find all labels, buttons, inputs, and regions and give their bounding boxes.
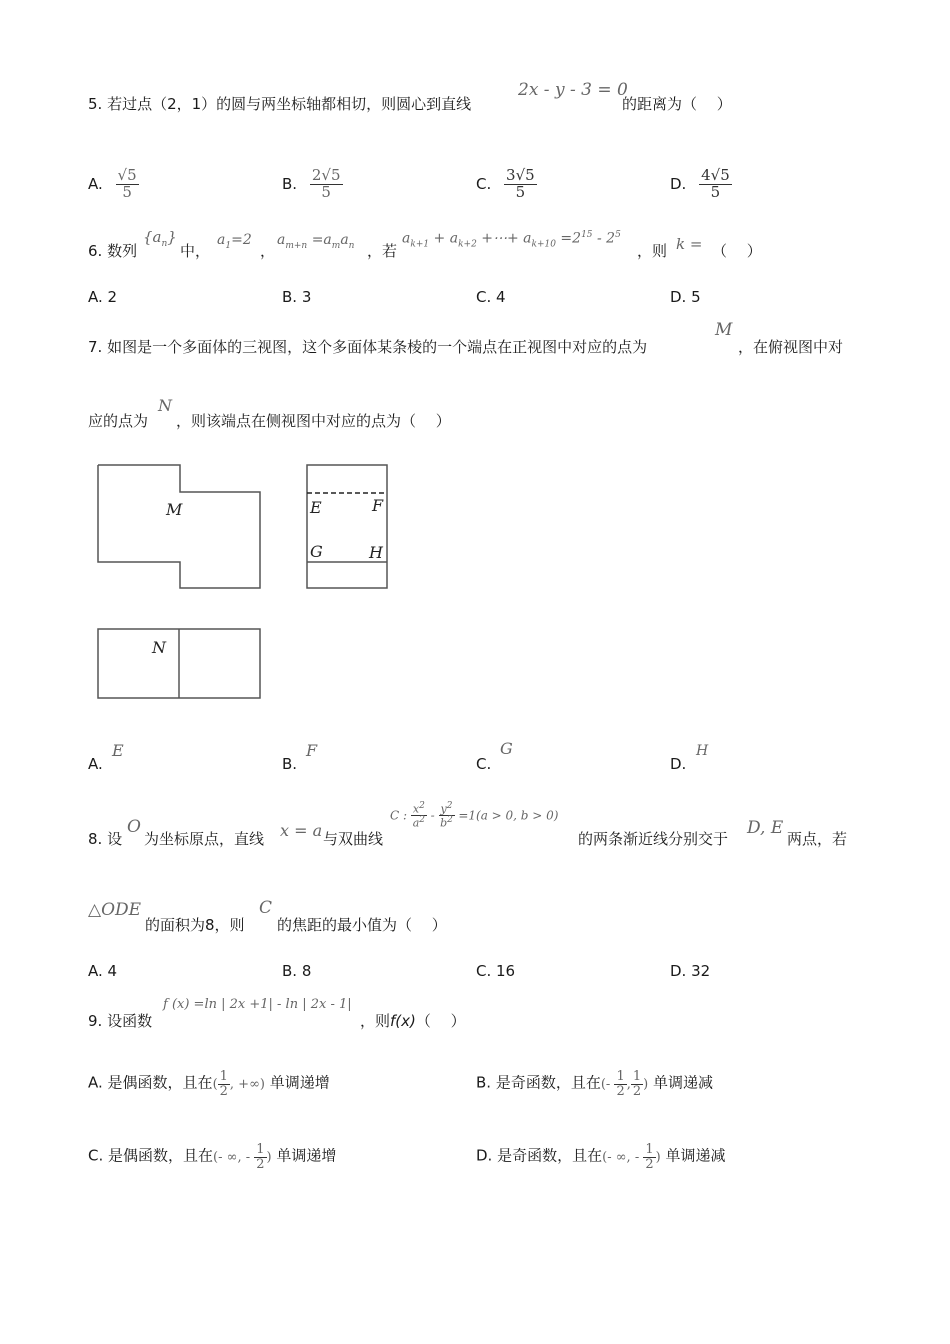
option-tail: 单调递减 (653, 1073, 714, 1092)
q7-text: ，则该端点在侧视图中对应的点为（ ） (176, 412, 451, 430)
interval-pre: (- (600, 1076, 615, 1092)
term-value: =2 (231, 232, 252, 248)
q8-option-b[interactable]: B. 8 (282, 962, 312, 980)
q9-option-c[interactable] (88, 1143, 336, 1171)
q7-option-c-value[interactable]: G (500, 739, 513, 758)
q8-option-d[interactable]: D. 32 (670, 962, 711, 980)
fraction (218, 1070, 230, 1098)
q7-option-a-value[interactable]: E (112, 741, 124, 760)
term-sub: k+10 (531, 239, 556, 250)
q8-text: 的面积为8，则 (145, 916, 245, 934)
term: + a (429, 230, 459, 247)
q6-text: 中， (180, 242, 211, 260)
exponent: 2 (447, 815, 453, 826)
q6-option-b[interactable]: B. 3 (282, 288, 312, 306)
q9-tail (360, 1010, 466, 1031)
interval-pre: ( (212, 1076, 218, 1092)
option-text: 是奇函数，且在 (497, 1146, 603, 1165)
seq-sub: n (161, 239, 168, 249)
curve-name: C : (390, 808, 408, 823)
side-view-outline (307, 465, 387, 588)
numerator: 1 (256, 1142, 265, 1157)
q8-triangle: △ODE (88, 900, 142, 920)
q6-option-d[interactable]: D. 5 (670, 288, 701, 306)
q8-curve: C (259, 898, 273, 918)
q9-text: （ ） (415, 1012, 466, 1030)
q6-k: k = (676, 235, 703, 253)
q6-option-c[interactable]: C. 4 (476, 288, 506, 306)
fraction: $\frac{√5}{5}$ (117, 166, 137, 201)
label-e: E (310, 498, 322, 517)
fraction (254, 1143, 266, 1171)
q5-option-d[interactable] (670, 168, 732, 201)
option-tail: 单调递增 (276, 1146, 337, 1165)
exponent: 2 (419, 815, 425, 826)
q5-stem (88, 93, 471, 114)
option-tail: 单调递增 (269, 1073, 330, 1092)
term-sub: k+2 (458, 239, 477, 250)
q9-text: ，则 (360, 1012, 391, 1030)
fraction: $\frac{3√5}{5}$ (506, 166, 535, 201)
interval-post: ) (643, 1076, 649, 1092)
interval-post: , +∞) (229, 1076, 265, 1092)
q7-option-b-label[interactable]: B. (282, 755, 298, 773)
option-label: D. (476, 1146, 493, 1165)
fraction (643, 1143, 655, 1171)
term-sub: m (331, 240, 341, 251)
denominator: 5 (321, 182, 331, 201)
exponent: 2 (446, 801, 453, 811)
q7-text: ，在俯视图中对 (738, 338, 844, 356)
option-label: A. (88, 1073, 103, 1092)
q8-text: 的焦距的最小值为（ ） (277, 916, 447, 934)
q6-number: 6. (88, 242, 103, 260)
interval (212, 1069, 265, 1099)
q8-text: 设 (107, 830, 123, 848)
interval-mid: , (626, 1076, 631, 1092)
q9-option-b[interactable] (476, 1070, 713, 1098)
label-g: G (310, 542, 323, 561)
q8-stem (88, 828, 122, 849)
minus: - (430, 808, 435, 823)
q7-option-c-label[interactable]: C. (476, 755, 492, 773)
option-text: 是偶函数，且在 (108, 1146, 214, 1165)
q7-option-d-label[interactable]: D. (670, 755, 687, 773)
radicand: 5 (127, 166, 137, 184)
three-view-figure (90, 455, 400, 710)
fraction: $\frac{2√5}{5}$ (311, 166, 341, 201)
q6-text: ，若 (367, 242, 398, 260)
term-sub: 1 (225, 240, 232, 251)
exponent: 15 (581, 230, 593, 240)
q7-point-m: M (715, 320, 733, 340)
q8-hyperbola (390, 802, 558, 829)
q7-option-d-value[interactable]: H (696, 743, 709, 759)
interval-post: ) (655, 1149, 661, 1165)
radicand: 5 (525, 166, 535, 184)
q6-sequence (143, 228, 177, 249)
interval (600, 1069, 649, 1099)
fraction (411, 802, 427, 829)
seq-close: } (167, 228, 177, 246)
q7-option-a-label[interactable]: A. (88, 755, 103, 773)
q9-fx: f(x) (390, 1012, 416, 1030)
denominator: b (440, 816, 448, 830)
q7-number: 7. (88, 338, 103, 356)
q6-stem (88, 240, 137, 261)
interval-pre: (- ∞, - (213, 1149, 255, 1165)
denominator: 2 (219, 1083, 228, 1099)
q5-text: 若过点（2，1）的圆与两坐标轴都相切，则圆心到直线 (107, 95, 472, 113)
radicand: 5 (720, 166, 730, 184)
denominator: 5 (515, 182, 526, 201)
q6-sum-equation (402, 230, 621, 249)
denominator: 2 (645, 1156, 654, 1172)
q6-text: ， (260, 242, 276, 260)
interval (602, 1142, 661, 1172)
interval-pre: (- ∞, - (602, 1149, 644, 1165)
denominator: a (412, 816, 420, 830)
q8-text: 的两条渐近线分别交于 (578, 830, 729, 848)
numerator: 1 (616, 1069, 625, 1084)
q8-text: 为坐标原点，直线 (144, 830, 265, 848)
q9-option-d[interactable] (476, 1143, 726, 1171)
front-view-outline (98, 465, 260, 588)
q7-text: 如图是一个多面体的三视图，这个多面体某条棱的一个端点在正视图中对应的点为 (107, 338, 648, 356)
q5-line-equation: 2x - y - 3 = 0 (518, 80, 628, 100)
q9-stem (88, 1010, 152, 1031)
fraction (614, 1070, 626, 1098)
q8-number: 8. (88, 830, 103, 848)
q8-text: 与双曲线 (323, 830, 384, 848)
numerator: 1 (632, 1069, 642, 1084)
term: a (277, 232, 286, 248)
q6-text: （ ） (712, 242, 762, 260)
numerator: x (412, 802, 420, 816)
term-sub: m+n (285, 240, 308, 251)
q5-option-c[interactable] (476, 168, 537, 201)
numerator: 1 (645, 1142, 654, 1157)
option-label: A. (88, 174, 103, 193)
fraction: $\frac{4√5}{5}$ (701, 166, 730, 201)
q6-text: 数列 (107, 242, 138, 260)
option-text: 是奇函数，且在 (495, 1073, 601, 1092)
seq-symbol: {a (143, 228, 162, 246)
term-sub: k+1 (410, 239, 430, 250)
q8-points: D, E (747, 818, 784, 838)
q8-text: 两点，若 (787, 830, 848, 848)
numerator: 1 (219, 1069, 228, 1084)
interval-post: ) (266, 1149, 272, 1165)
denominator: 2 (632, 1083, 642, 1099)
q5-option-a[interactable] (88, 168, 139, 201)
q7-stem (88, 336, 647, 357)
term: =a (311, 232, 332, 248)
q9-option-a[interactable] (88, 1070, 330, 1098)
label-h: H (369, 543, 383, 562)
term: - 2 (592, 230, 616, 247)
coefficient: 3 (506, 166, 516, 184)
option-label: B. (476, 1073, 492, 1092)
q6-recurrence (277, 232, 354, 251)
q9-text: 设函数 (107, 1012, 153, 1030)
term: +⋯+ a (476, 230, 532, 247)
label-f: F (372, 496, 384, 515)
q5-option-b[interactable] (282, 168, 343, 201)
q9-number: 9. (88, 1012, 103, 1030)
option-tail: 单调递减 (665, 1146, 726, 1165)
denominator: 5 (710, 182, 721, 201)
q5-text-tail: 的距离为（ ） (622, 95, 732, 113)
q6-text: ，则 (637, 242, 668, 260)
option-label: C. (476, 174, 492, 193)
fraction (439, 802, 455, 829)
label-n: N (152, 638, 166, 657)
interval (213, 1142, 272, 1172)
exponent: 2 (419, 801, 425, 811)
term-sub: n (348, 240, 355, 251)
term: a (217, 232, 226, 248)
denominator: 2 (256, 1156, 265, 1172)
fraction (631, 1070, 643, 1098)
option-label: C. (88, 1146, 104, 1165)
q8-line: x = a (280, 821, 323, 840)
denominator: 2 (616, 1083, 625, 1099)
q6-a1 (217, 232, 252, 251)
radicand: 5 (330, 166, 341, 184)
q9-function: f (x) =ln | 2x +1| - ln | 2x - 1| (163, 997, 352, 1012)
term: a (402, 230, 411, 247)
q6-option-a[interactable]: A. 2 (88, 288, 118, 306)
label-m: M (166, 500, 183, 519)
exponent: 5 (615, 230, 621, 240)
q5-number: 5. (88, 95, 103, 113)
option-label: B. (282, 174, 298, 193)
q8-option-a[interactable]: A. 4 (88, 962, 118, 980)
q7-point-n: N (158, 396, 172, 415)
coefficient: 4 (701, 166, 711, 184)
numerator: y (440, 802, 447, 816)
denominator: 5 (122, 182, 132, 201)
q7-option-b-value[interactable]: F (306, 741, 318, 760)
option-label: D. (670, 174, 687, 193)
q7-text: 应的点为 (88, 412, 149, 430)
condition: =1(a > 0, b > 0) (458, 808, 559, 823)
q8-origin: O (127, 817, 141, 837)
q8-option-c[interactable]: C. 16 (476, 962, 516, 980)
coefficient: 2 (311, 166, 322, 184)
term: a (340, 232, 349, 248)
term: =2 (555, 230, 582, 247)
option-text: 是偶函数，且在 (107, 1073, 213, 1092)
